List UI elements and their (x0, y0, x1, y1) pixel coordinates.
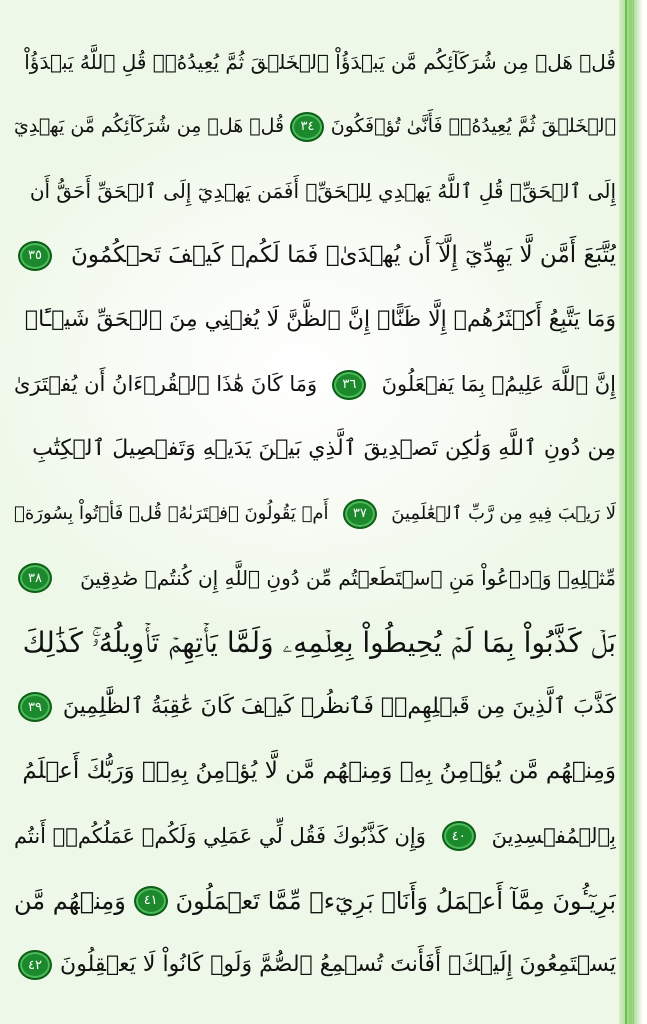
ayah-number-marker: ٣٤ (290, 112, 324, 142)
verse-text: مِن دُونِ ٱللَّهِ وَلَٰكِن تَصۡدِيقَ ٱلَّذِي بَيۡنَ يَدَيۡهِ وَتَفۡصِيلَ ٱلۡكِتَٰبِ (32, 436, 616, 462)
verse-text: أَمۡ يَقُولُونَ ٱفۡتَرَىٰهُۖ قُلۡ فَأۡتُواْ بِسُورَةٖ (14, 502, 329, 524)
ayah-number-marker: ٣٥ (18, 241, 52, 271)
verse-text: وَمَا كَانَ هَٰذَا ٱلۡقُرۡءَانُ أَن يُفۡتَرَىٰ (14, 372, 318, 397)
text-line (14, 417, 616, 482)
verse-text: قُلۡ هَلۡ مِن شُرَكَآئِكُم مَّن يَهۡدِيٓ (14, 115, 285, 138)
text-line (14, 869, 616, 934)
text-line (14, 933, 616, 998)
verse-text: وَمِنۡهُم مَّن يُؤۡمِنُ بِهِۦ وَمِنۡهُم مَّن لَّا يُؤۡمِنُ بِهِۦۚ وَرَبُّكَ أَعۡلَمُ (22, 758, 616, 785)
verse-text: بَرِيٓـُٔونَ مِمَّآ أَعۡمَلُ وَأَنَا۠ بَرِيٓءٞ مِّمَّا تَعۡمَلُونَ (175, 886, 616, 915)
verse-text: ٱلۡخَلۡقَ ثُمَّ يُعِيدُهُۥۖ فَأَنَّىٰ تُؤۡفَكُونَ (330, 115, 616, 138)
text-line (14, 611, 616, 676)
verse-text: يُتَّبَعَ أَمَّن لَّا يَهِدِّيٓ إِلَّآ أَن يُهۡدَىٰۖ فَمَا لَكُمۡ كَيۡفَ تَحۡكُمُونَ (71, 242, 616, 269)
verse-text: إِنَّ ٱللَّهَ عَلِيمُۢ بِمَا يَفۡعَلُونَ (381, 372, 616, 397)
verse-text: إِلَى ٱلۡحَقِّۚ قُلِ ٱللَّهُ يَهۡدِي لِلۡحَقِّۗ أَفَمَن يَهۡدِيٓ إِلَى ٱلۡحَقِّ أَحَقُّ أَن (29, 179, 616, 204)
text-line (14, 482, 616, 547)
verse-text: لَا رَيۡبَ فِيهِ مِن رَّبِّ ٱلۡعَٰلَمِينَ (391, 502, 616, 524)
text-line (14, 159, 616, 224)
ayah-number-marker: ٤٠ (442, 821, 476, 851)
border-line-outer (633, 0, 634, 1024)
text-line (14, 353, 616, 418)
text-line (14, 224, 616, 289)
text-line (14, 95, 616, 160)
verse-text: يَسۡتَمِعُونَ إِلَيۡكَۚ أَفَأَنتَ تُسۡمِعُ ٱلصُّمَّ وَلَوۡ كَانُواْ لَا يَعۡقِلُونَ (60, 952, 616, 978)
text-line (14, 288, 616, 353)
verse-text: وَمِنۡهُم مَّن (14, 886, 126, 915)
ayah-number-marker: ٣٨ (18, 563, 52, 593)
verse-text: قُلۡ هَلۡ مِن شُرَكَآئِكُم مَّن يَبۡدَؤُاْ ٱلۡخَلۡقَ ثُمَّ يُعِيدُهُۥۚ قُلِ ٱللَّهُ يَبۡدَؤُاْ (24, 50, 616, 75)
text-line (14, 30, 616, 95)
verse-text: بَلۡ كَذَّبُواْ بِمَا لَمۡ يُحِيطُواْ بِعِلۡمِهِۦ وَلَمَّا يَأۡتِهِمۡ تَأۡوِيلُهُۥۚ كَذَٰلِكَ (22, 625, 616, 659)
border-line-inner (625, 0, 627, 1024)
ayah-number-marker: ٤٢ (18, 950, 52, 980)
ayah-number-marker: ٤١ (134, 886, 168, 916)
verse-text: كَذَّبَ ٱلَّذِينَ مِن قَبۡلِهِمۡۖ فَٱنظُرۡ كَيۡفَ كَانَ عَٰقِبَةُ ٱلظَّٰلِمِينَ (62, 694, 616, 720)
page-border (619, 0, 647, 1024)
verse-text: مِّثۡلِهِۦ وَٱدۡعُواْ مَنِ ٱسۡتَطَعۡتُم مِّن دُونِ ٱللَّهِ إِن كُنتُمۡ صَٰدِقِينَ (80, 566, 616, 591)
text-line (14, 804, 616, 869)
text-line (14, 740, 616, 805)
ayah-number-marker: ٣٩ (18, 692, 52, 722)
quran-text-block (14, 30, 616, 1010)
verse-text: وَمَا يَتَّبِعُ أَكۡثَرُهُمۡ إِلَّا ظَنًّاۚ إِنَّ ٱلظَّنَّ لَا يُغۡنِي مِنَ ٱلۡحَقِّ شَيۡـًٔاۚ (24, 307, 616, 333)
ayah-number-marker: ٣٦ (332, 370, 366, 400)
verse-text: وَإِن كَذَّبُوكَ فَقُل لِّي عَمَلِي وَلَكُمۡ عَمَلُكُمۡۖ أَنتُم (14, 823, 426, 848)
text-line (14, 675, 616, 740)
verse-text: بِٱلۡمُفۡسِدِينَ (491, 823, 616, 848)
ayah-number-marker: ٣٧ (343, 499, 377, 529)
text-line (14, 546, 616, 611)
